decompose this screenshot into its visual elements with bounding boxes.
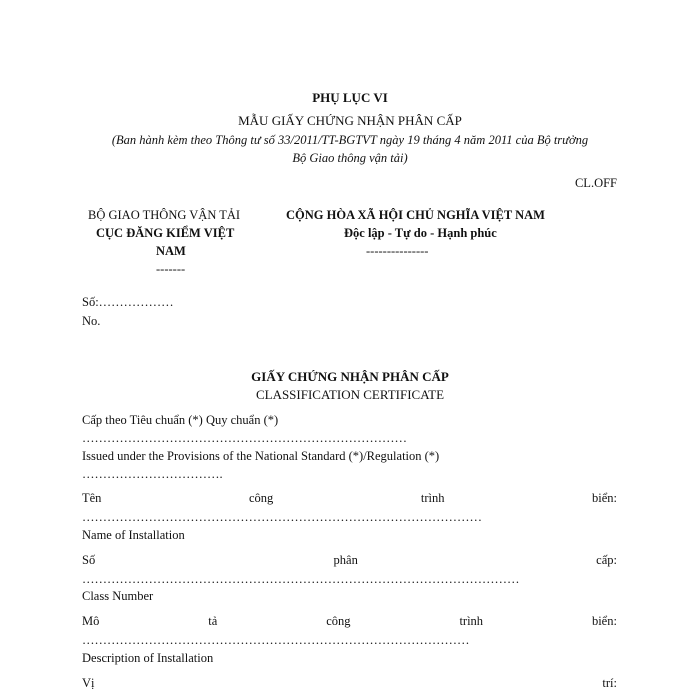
location-label-row [82,676,617,691]
class-number-word: cấp: [596,553,617,567]
national-motto: Độc lập - Tự do - Hạnh phúc [344,226,497,240]
class-number-label-en: Class Number [82,589,154,603]
ministry-name: BỘ GIAO THÔNG VẬN TẢI [88,208,241,222]
class-number-word: phân [333,553,358,567]
certificate-number-en: No. [82,314,101,328]
issued-with-line1: (Ban hành kèm theo Thông tư số 33/2011/TT-BGTVT ngày 19 tháng 4 năm 2011 của Bộ trưởng [111,133,589,147]
installation-name-label-en: Name of Installation [82,528,185,542]
description-word: công [326,614,351,628]
certificate-number-vi: Số:……………… [82,295,174,309]
standard-label-vi: Cấp theo Tiêu chuẩn (*) Quy chuẩn (*) [82,413,279,427]
right-divider: --------------- [366,244,429,258]
installation-description-dots: ………………………………………………………………………………… [82,633,470,647]
installation-name-word: Tên [82,491,102,505]
installation-name-word: biển: [592,491,617,505]
department-name-line1: CỤC ĐĂNG KIỂM VIỆT [96,226,235,240]
description-word: trình [459,614,484,628]
standard-label-en: Issued under the Provisions of the National Standard (*)/Regulation (*) [82,449,440,463]
installation-name-label-row [82,491,617,506]
standard-dots: …………………………………………………………………… [82,431,407,445]
class-number-word: Số [82,553,96,567]
class-number-label-row [82,553,617,568]
class-number-dots: …………………………………………………………………………………………… [82,572,520,586]
installation-name-dots: …………………………………………………………………………………… [82,510,482,524]
installation-description-label-en: Description of Installation [82,651,214,665]
left-divider: ------- [156,262,186,276]
issued-with-line2: Bộ Giao thông vận tải) [292,151,408,165]
certificate-title-vi: GIẤY CHỨNG NHẬN PHÂN CẤP [251,369,449,384]
department-name-line2: NAM [156,244,186,258]
standard-en-dots: ……………………………. [82,467,223,481]
location-word: trí: [602,676,617,690]
description-word: Mô [82,614,100,628]
appendix-title: PHỤ LỤC VI [312,90,388,105]
certificate-title-en: CLASSIFICATION CERTIFICATE [255,387,445,402]
installation-name-word: trình [420,491,445,505]
form-code: CL.OFF [574,176,617,190]
description-word: biển: [591,614,617,628]
installation-name-word: công [248,491,274,505]
location-word: Vị [82,676,95,690]
installation-description-label-row [82,614,617,629]
form-title: MẪU GIẤY CHỨNG NHẬN PHÂN CẤP [238,113,462,128]
description-word: tả [208,614,218,628]
republic-name: CỘNG HÒA XÃ HỘI CHỦ NGHĨA VIỆT NAM [286,208,545,222]
